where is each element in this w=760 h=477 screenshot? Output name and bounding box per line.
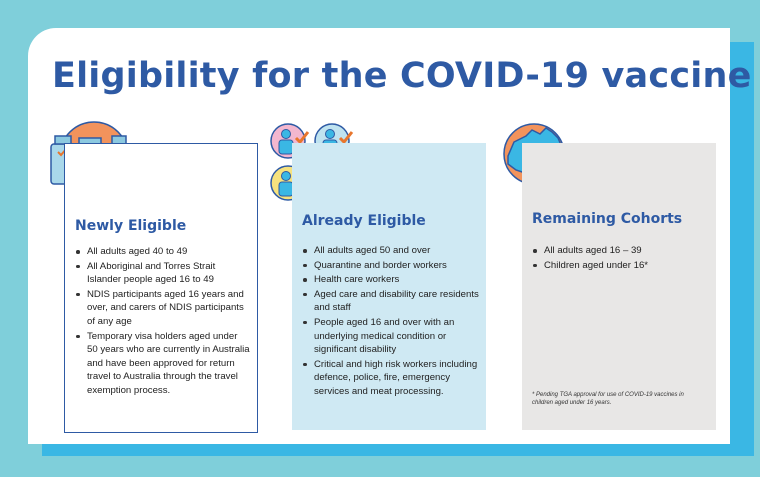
list-item: Quarantine and border workers: [302, 259, 480, 273]
list-item: People aged 16 and over with an underlying medical condition or significant disability: [302, 316, 480, 357]
footnote: * Pending TGA approval for use of COVID-19 vaccines in children aged under 16 years.: [532, 392, 684, 406]
newly-eligible-list: [75, 245, 250, 399]
already-eligible-panel: [292, 143, 486, 430]
remaining-cohorts-panel: [522, 143, 716, 430]
newly-eligible-heading: Newly Eligible: [75, 218, 187, 234]
remaining-cohorts-list: [532, 244, 710, 273]
list-item: All adults aged 50 and over: [302, 244, 480, 258]
list-item: All Aboriginal and Torres Strait Islander people aged 16 to 49: [75, 260, 250, 287]
list-item: All adults aged 40 to 49: [75, 245, 250, 259]
list-item: Children aged under 16*: [532, 259, 710, 273]
list-item: Health care workers: [302, 273, 480, 287]
list-item: Aged care and disability care residents and staff: [302, 288, 480, 315]
list-item: All adults aged 16 – 39: [532, 244, 710, 258]
list-item: NDIS participants aged 16 years and over, and carers of NDIS participants of any age: [75, 288, 250, 329]
list-item: Critical and high risk workers including defence, police, fire, emergency services and meat processing.: [302, 358, 480, 399]
page-title: Eligibility for the COVID-19 vaccine: [52, 56, 752, 96]
already-eligible-list: [302, 244, 480, 400]
newly-eligible-panel: [64, 143, 258, 433]
list-item: Temporary visa holders aged under 50 years who are currently in Australia and have been approved for return travel to Australia through the travel exemption process.: [75, 330, 250, 398]
already-eligible-heading: Already Eligible: [302, 213, 426, 229]
remaining-cohorts-heading: Remaining Cohorts: [532, 211, 683, 227]
